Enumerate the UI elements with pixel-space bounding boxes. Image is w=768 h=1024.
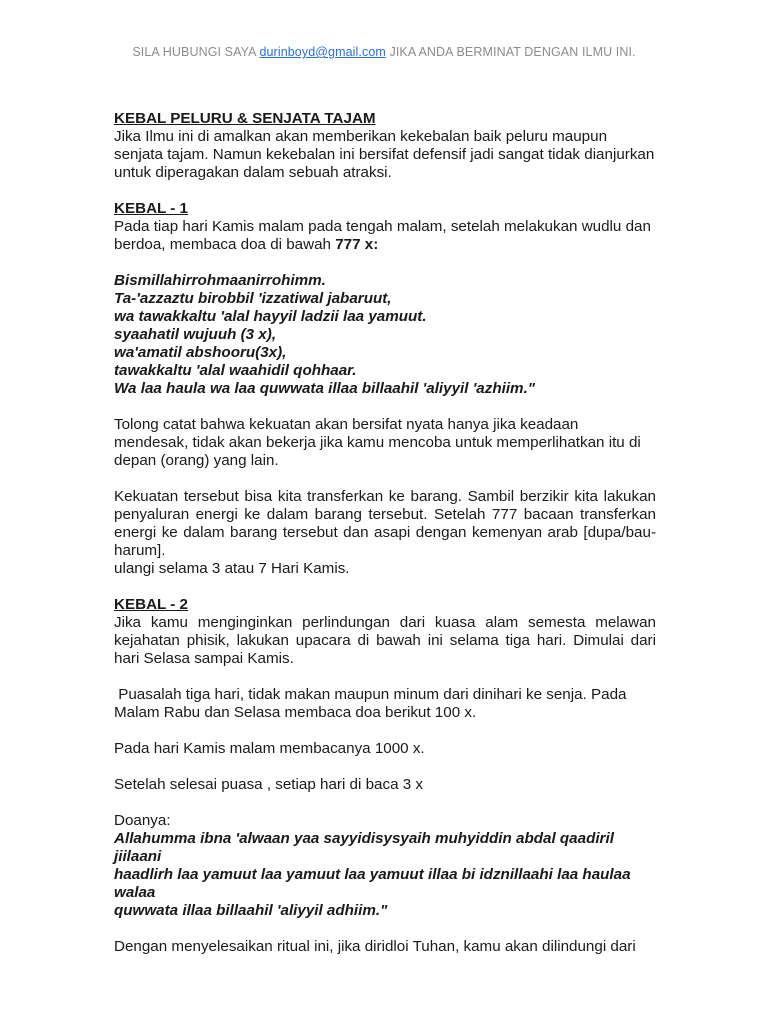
prayer-line: Wa laa haula wa laa quwwata illaa billaahil 'aliyyil 'azhiim.": [114, 380, 535, 397]
document-body: [114, 110, 656, 956]
kebal2-heading: KEBAL - 2: [114, 596, 188, 613]
prayer-line: quwwata illaa billaahil 'aliyyil adhiim.": [114, 902, 388, 919]
document-title: KEBAL PELURU & SENJATA TAJAM: [114, 110, 376, 127]
kebal2-intro: Jika kamu menginginkan perlindungan dari kuasa alam semesta melawan kejahatan phisik, lakukan upacara di bawah ini selama tiga hari. Dimulai dari hari Selasa sampai Kamis.: [114, 614, 656, 667]
prayer-line: Allahumma ibna 'alwaan yaa sayyidisysyaih muhyiddin abdal qaadiril jiilaani: [114, 830, 614, 865]
prayer-line: Ta-'azzaztu birobbil 'izzatiwal jabaruut,: [114, 290, 392, 307]
contact-header: [0, 45, 768, 59]
prayer-line: haadlirh laa yamuut laa yamuut laa yamuut illaa bi idznillaahi laa haulaa walaa: [114, 866, 631, 901]
prayer-line: Bismillahirrohmaanirrohimm.: [114, 272, 326, 289]
kebal1-instruction-text: Pada tiap hari Kamis malam pada tengah malam, setelah melakukan wudlu dan berdoa, membaca doa di bawah: [114, 218, 651, 253]
prayer-line: syaahatil wujuuh (3 x),: [114, 326, 277, 343]
kebal2-fast: Puasalah tiga hari, tidak makan maupun minum dari dinihari ke senja. Pada Malam Rabu dan Selasa membaca doa berikut 100 x.: [114, 686, 631, 721]
kebal2-thursday: Pada hari Kamis malam membacanya 1000 x.: [114, 740, 425, 757]
intro-paragraph: Jika Ilmu ini di amalkan akan memberikan kekebalan baik peluru maupun senjata tajam. Namun kekebalan ini bersifat defensif jadi sangat tidak dianjurkan untuk diperagakan dalam sebuah atraksi.: [114, 128, 655, 181]
kebal1-heading: KEBAL - 1: [114, 200, 188, 217]
kebal1-prayer: [114, 272, 656, 398]
kebal2-closing: Dengan menyelesaikan ritual ini, jika diridloi Tuhan, kamu akan dilindungi dari: [114, 938, 636, 955]
kebal2-after: Setelah selesai puasa , setiap hari di baca 3 x: [114, 776, 424, 793]
kebal1-repeat: ulangi selama 3 atau 7 Hari Kamis.: [114, 560, 350, 577]
kebal1-note: Tolong catat bahwa kekuatan akan bersifat nyata hanya jika keadaan mendesak, tidak akan bekerja jika kamu mencoba untuk memperlihatkan itu di depan (orang) yang lain.: [114, 416, 641, 469]
email-link[interactable]: durinboyd@gmail.com: [259, 45, 386, 59]
header-suffix: JIKA ANDA BERMINAT DENGAN ILMU INI.: [385, 45, 636, 59]
kebal2-prayer: [114, 830, 656, 920]
kebal1-count: 777 x:: [335, 236, 379, 253]
prayer-line: wa'amatil abshooru(3x),: [114, 344, 287, 361]
prayer-line: wa tawakkaltu 'alal hayyil ladzii laa yamuut.: [114, 308, 427, 325]
kebal1-instruction: [114, 218, 656, 254]
header-prefix: SILA HUBUNGI SAYA: [132, 45, 260, 59]
prayer-line: tawakkaltu 'alal waahidil qohhaar.: [114, 362, 357, 379]
kebal1-transfer: Kekuatan tersebut bisa kita transferkan ke barang. Sambil berzikir kita lakukan penyaluran energi ke dalam barang tersebut. Setelah 777 bacaan transferkan energi ke dalam barang tersebut dan asapi dengan kemenyan arab [dupa/bau-harum].: [114, 488, 656, 559]
kebal2-prayer-label: Doanya:: [114, 812, 171, 829]
